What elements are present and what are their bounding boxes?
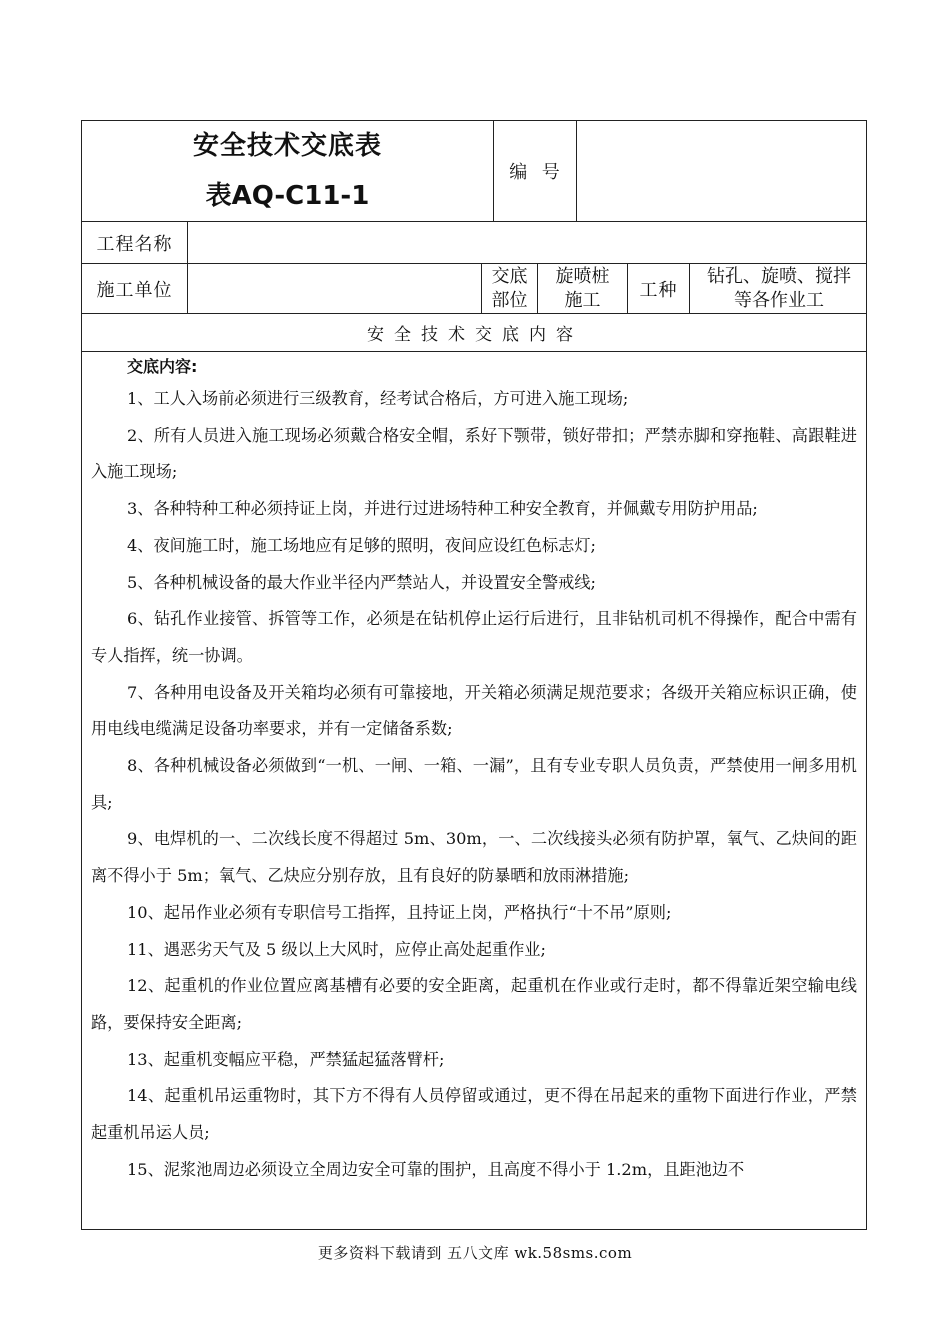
trade-value-line2: 等各作业工 xyxy=(734,289,824,311)
location-value-line2: 施工 xyxy=(564,289,601,311)
content-item-15: 15、泥浆池周边必须设立全周边安全可靠的围护，且高度不得小于 1.2m，且距池边不 xyxy=(127,1159,745,1179)
content-item-13: 13、起重机变幅应平稳，严禁猛起猛落臂杆; xyxy=(127,1049,445,1069)
content-item-7: 7、各种用电设备及开关箱均必须有可靠接地，开关箱必须满足规范要求；各级开关箱应标识正确，使用电线电缆满足设备功率要求，并有一定储备系数; xyxy=(91,682,857,739)
trade-value xyxy=(689,264,867,313)
unit-label: 施工单位 xyxy=(96,279,173,301)
trade-value-line1: 钻孔、旋喷、搅拌 xyxy=(707,265,851,287)
section-title-row xyxy=(82,314,866,352)
form-title-block xyxy=(82,121,493,221)
content-item-3: 3、各种特种工种必须持证上岗，并进行过进场特种工种安全教育，并佩戴专用防护用品; xyxy=(127,499,758,519)
project-name-value[interactable] xyxy=(187,222,867,263)
content-heading: 交底内容: xyxy=(127,357,198,376)
number-value[interactable] xyxy=(576,121,867,221)
project-name-row xyxy=(82,222,866,264)
content-item-10: 10、起吊作业必须有专职信号工指挥，且持证上岗，严格执行“十不吊”原则; xyxy=(127,902,672,922)
number-label: 编 号 xyxy=(493,121,576,221)
content-item-9: 9、电焊机的一、二次线长度不得超过 5m、30m，一、二次线接头必须有防护罩，氧气、乙炔间的距离不得小于 5m；氧气、乙炔应分别存放，且有良好的防暴晒和放雨淋措施; xyxy=(91,829,857,886)
content-item-2: 2、所有人员进入施工现场必须戴合格安全帽，系好下颚带，锁好带扣；严禁赤脚和穿拖鞋、高跟鞋进入施工现场; xyxy=(91,425,857,482)
content-item-8: 8、各种机械设备必须做到“一机、一闸、一箱、一漏”，且有专业专职人员负责，严禁使用一闸多用机具; xyxy=(91,756,857,812)
content-item-5: 5、各种机械设备的最大作业半径内严禁站人，并设置安全警戒线; xyxy=(127,572,597,592)
location-value xyxy=(537,264,627,313)
safety-briefing-form xyxy=(81,120,867,1230)
footer-download-note: 更多资料下载请到 五八文库 wk.58sms.com xyxy=(317,1244,633,1262)
unit-row xyxy=(82,264,866,314)
location-label-line2: 部位 xyxy=(491,289,528,311)
location-value-line1: 旋喷桩 xyxy=(555,265,610,287)
form-code: 表AQ-C11-1 xyxy=(205,181,370,211)
project-name-label: 工程名称 xyxy=(96,233,173,255)
content-item-6: 6、钻孔作业接管、拆管等工作，必须是在钻机停止运行后进行，且非钻机司机不得操作，配合中需有专人指挥，统一协调。 xyxy=(91,609,857,665)
form-title: 安全技术交底表 xyxy=(192,131,382,161)
briefing-content xyxy=(82,352,866,1188)
content-item-14: 14、起重机吊运重物时，其下方不得有人员停留或通过，更不得在吊起来的重物下面进行作业，严禁起重机吊运人员; xyxy=(91,1086,857,1143)
section-title: 安全技术交底内容 xyxy=(367,325,583,345)
content-item-1: 1、工人入场前必须进行三级教育，经考试合格后，方可进入施工现场; xyxy=(127,389,629,408)
unit-value[interactable] xyxy=(187,264,481,313)
content-item-12: 12、起重机的作业位置应离基槽有必要的安全距离，起重机在作业或行走时，都不得靠近架空输电线路，要保持安全距离; xyxy=(91,976,857,1032)
location-label xyxy=(481,264,537,313)
trade-label: 工种 xyxy=(627,264,689,313)
content-item-4: 4、夜间施工时，施工场地应有足够的照明，夜间应设红色标志灯; xyxy=(127,535,597,555)
location-label-line1: 交底 xyxy=(491,265,528,287)
content-item-11: 11、遇恶劣天气及 5 级以上大风时，应停止高处起重作业; xyxy=(127,939,546,959)
title-row xyxy=(82,121,866,222)
